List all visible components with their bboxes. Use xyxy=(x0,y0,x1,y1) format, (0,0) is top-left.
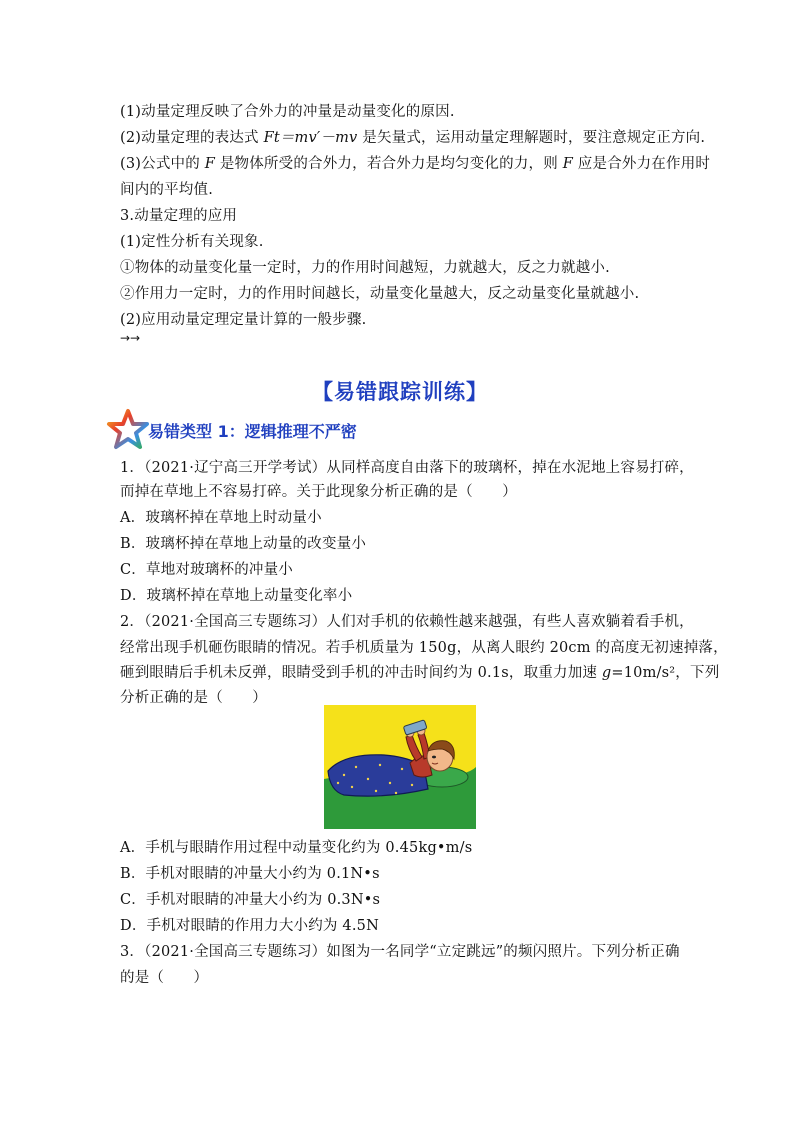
q2-stem-line-3-post: =10m/s²，下列 xyxy=(611,665,720,681)
section-title: 【易错跟踪训练】 xyxy=(312,380,488,404)
arrow-marks: →→ xyxy=(120,331,141,345)
q1-option-d: D．玻璃杯掉在草地上动量变化率小 xyxy=(120,588,353,604)
force-symbol-1: F xyxy=(204,156,216,172)
note-line-3-mid: 是物体所受的合外力，若合外力是均匀变化的力，则 xyxy=(215,156,563,172)
q2-stem-line-4: 分析正确的是（ ） xyxy=(120,690,267,706)
q2-option-c: C．手机对眼睛的冲量大小约为 0.3N•s xyxy=(120,892,381,908)
q2-stem-line-3 xyxy=(120,663,719,683)
force-symbol-2: F xyxy=(562,156,573,172)
q1-stem-line-2: 而掉在草地上不容易打碎。关于此现象分析正确的是（ ） xyxy=(120,484,517,500)
note-line-2-pre: (2)动量定理的表达式 xyxy=(120,130,264,146)
note-line-6: ①物体的动量变化量一定时，力的作用时间越短，力就越大，反之力就越小. xyxy=(120,260,610,276)
note-line-1: (1)动量定理反映了合外力的冲量是动量变化的原因. xyxy=(120,104,455,120)
note-line-3 xyxy=(120,154,710,174)
note-heading-3: 3.动量定理的应用 xyxy=(120,208,238,224)
note-line-2 xyxy=(120,128,705,148)
q3-stem-line-2: 的是（ ） xyxy=(120,970,209,986)
q2-stem-line-2: 经常出现手机砸伤眼睛的情况。若手机质量为 150g，从离人眼约 20cm 的高度无初速掉落， xyxy=(120,640,728,656)
q1-option-c: C．草地对玻璃杯的冲量小 xyxy=(120,562,293,578)
gravity-symbol: g xyxy=(601,665,612,681)
note-line-2-post: 是矢量式，运用动量定理解题时，要注意规定正方向. xyxy=(357,130,706,146)
q2-option-d: D．手机对眼睛的作用力大小约为 4.5N xyxy=(120,918,379,934)
note-line-3-post: 应是合外力在作用时 xyxy=(573,156,711,172)
q2-option-b: B．手机对眼睛的冲量大小约为 0.1N•s xyxy=(120,866,380,882)
q2-stem-line-3-pre: 砸到眼睛后手机未反弹，眼睛受到手机的冲击时间约为 0.1s，取重力加速 xyxy=(120,665,602,681)
note-line-3-cont: 间内的平均值. xyxy=(120,182,214,198)
note-line-8: (2)应用动量定理定量计算的一般步骤. xyxy=(120,312,367,328)
note-line-7: ②作用力一定时，力的作用时间越长，动量变化量越大，反之动量变化量就越小. xyxy=(120,286,640,302)
q2-stem-line-1: 2．（2021·全国高三专题练习）人们对手机的依赖性越来越强，有些人喜欢躺着看手机， xyxy=(120,614,694,630)
momentum-formula: Ft＝mv′－mv xyxy=(263,130,358,146)
q2-option-a: A．手机与眼睛作用过程中动量变化约为 0.45kg•m/s xyxy=(120,840,473,856)
person-in-bed-figure xyxy=(324,705,476,829)
q3-stem-line-1: 3．（2021·全国高三专题练习）如图为一名同学“立定跳远”的频闪照片。下列分析正确 xyxy=(120,944,680,960)
q1-option-b: B．玻璃杯掉在草地上动量的改变量小 xyxy=(120,536,367,552)
note-line-3-pre: (3)公式中的 xyxy=(120,156,205,172)
note-line-5: (1)定性分析有关现象. xyxy=(120,234,264,250)
q1-stem-line-1: 1．（2021·辽宁高三开学考试）从同样高度自由落下的玻璃杯，掉在水泥地上容易打碎， xyxy=(120,460,694,476)
q1-option-a: A．玻璃杯掉在草地上时动量小 xyxy=(120,510,322,526)
error-type-header xyxy=(106,408,506,448)
star-icon xyxy=(106,408,150,452)
error-type-label: 易错类型 1：逻辑推理不严密 xyxy=(148,422,357,441)
